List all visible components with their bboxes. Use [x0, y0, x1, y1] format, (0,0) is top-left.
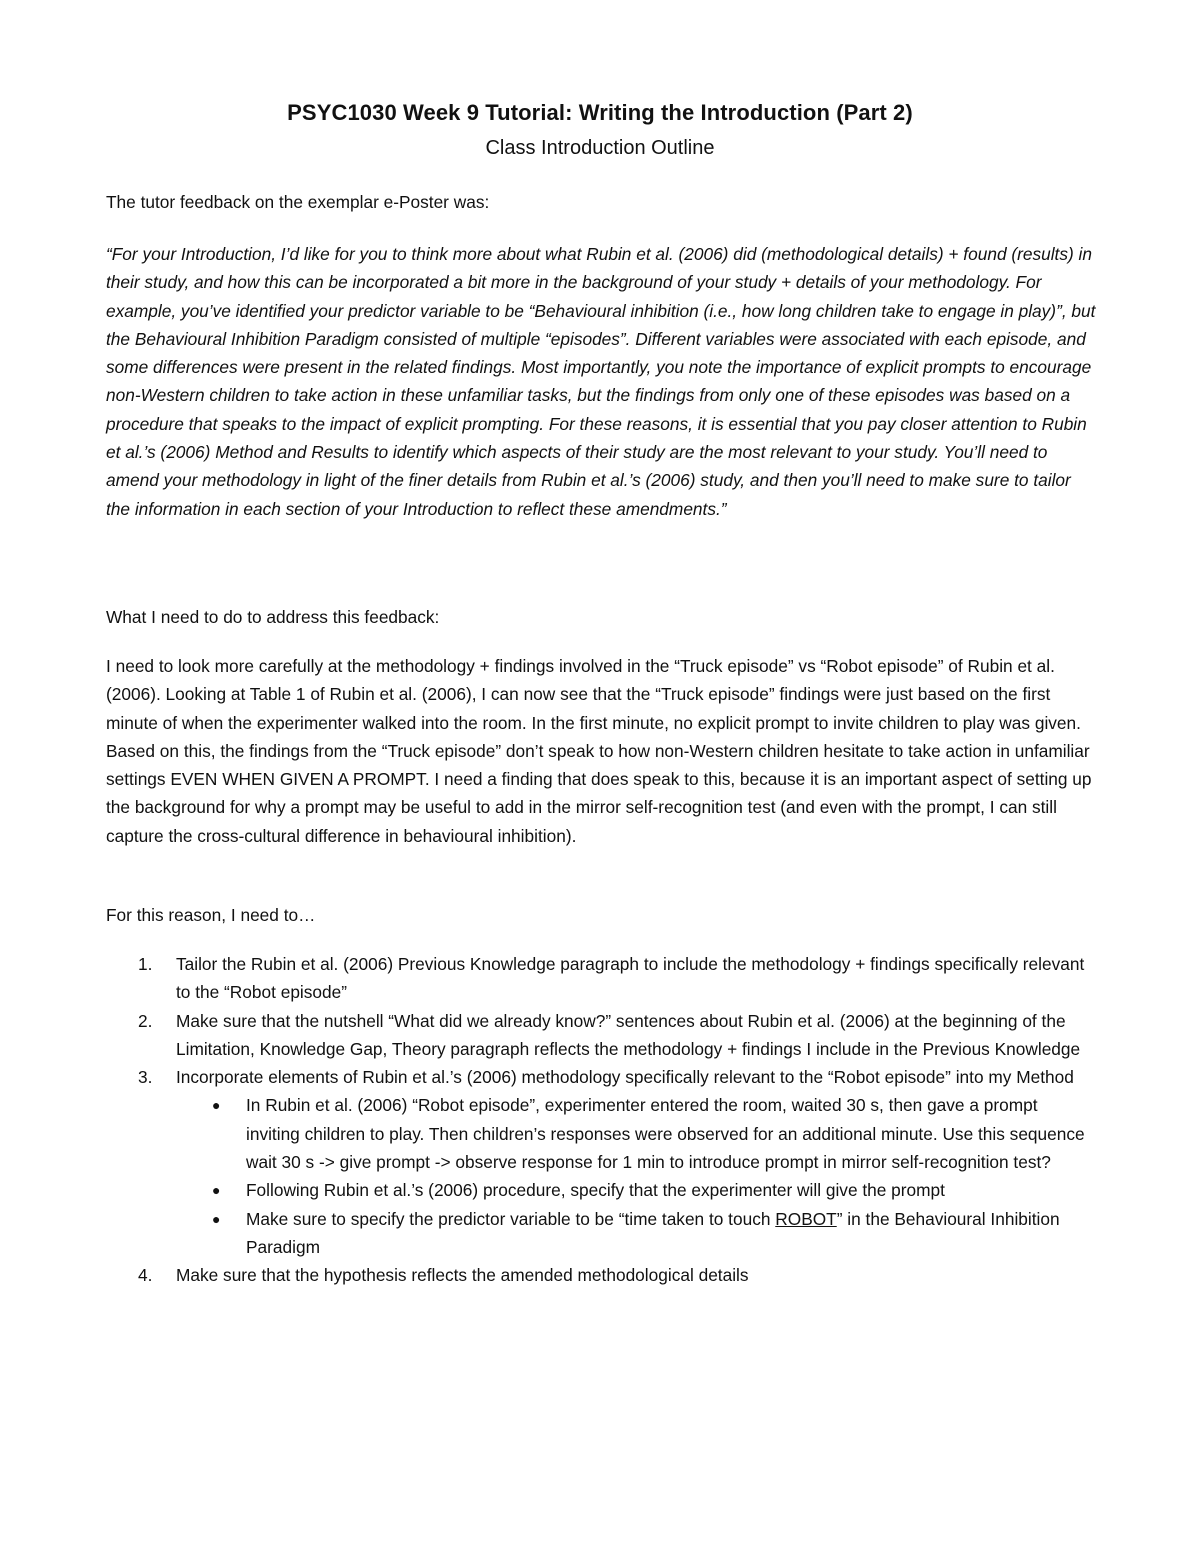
list-item-text: Tailor the Rubin et al. (2006) Previous Knowledge paragraph to include the methodology + findings specifically relevant to the “Robot episode”: [176, 954, 1085, 1003]
document-subtitle: Class Introduction Outline: [485, 137, 715, 159]
sub-bullet-list: [176, 1091, 1096, 1261]
list-item-text: Incorporate elements of Rubin et al.’s (2006) methodology specifically relevant to the “Robot episode” into my Method: [176, 1067, 1074, 1088]
bullet-item: [176, 1205, 1096, 1262]
bullet-item: [176, 1176, 1096, 1204]
list-number: 3.: [138, 1067, 153, 1088]
list-item: [106, 1261, 1096, 1289]
list-number: 2.: [138, 1010, 153, 1031]
underlined-word: ROBOT: [775, 1208, 837, 1229]
for-this-reason-line: For this reason, I need to…: [106, 905, 316, 925]
bullet-text-post: ” in the Behavioural Inhibition Paradigm: [246, 1208, 1060, 1257]
bullet-text: Following Rubin et al.’s (2006) procedure, specify that the experimenter will give the prompt: [246, 1180, 945, 1201]
list-number: 1.: [138, 954, 153, 974]
bullet-icon: ●: [212, 1097, 221, 1114]
bullet-icon: ●: [212, 1182, 221, 1199]
list-item: [106, 1063, 1096, 1261]
analysis-paragraph: I need to look more carefully at the methodology + findings involved in the “Truck episode” vs “Robot episode” of Rubin et al. (2006). Looking at Table 1 of Rubin et al. (2006), I can now see that the “Truck episode” findings were just based on the first minute of when the experimenter walked into the room. In the first minute, no explicit prompt to invite children to play was given. Based on this, the findings from the “Truck episode” don’t speak to how non-Western children hesitate to take action in unfamiliar settings EVEN WHEN GIVEN A PROMPT. I need a finding that does speak to this, because it is an important aspect of setting up the background for why a prompt may be useful to add in the mirror self-recognition test (and even with the prompt, I can still capture the cross-cultural difference in behavioural inhibition).: [106, 656, 1092, 846]
what-i-need-heading: What I need to do to address this feedback:: [106, 607, 440, 627]
list-number: 4.: [138, 1265, 153, 1286]
list-item: [106, 1007, 1096, 1064]
bullet-text: In Rubin et al. (2006) “Robot episode”, experimenter entered the room, waited 30 s, then gave a prompt inviting children to play. Then children’s responses were observed for an additional minute. Use this sequence wait 30 s -> give prompt -> observe response for 1 min to introduce prompt in mirror self-recognition test?: [246, 1095, 1085, 1173]
list-item-text: Make sure that the nutshell “What did we already know?” sentences about Rubin et al. (2006) at the beginning of the Limitation, Knowledge Gap, Theory paragraph reflects the methodology + findings I include in the Previous Knowledge: [176, 1010, 1081, 1059]
list-item-text: Make sure that the hypothesis reflects the amended methodological details: [176, 1265, 749, 1286]
intro-line: The tutor feedback on the exemplar e-Poster was:: [106, 192, 490, 212]
feedback-quote: “For your Introduction, I’d like for you to think more about what Rubin et al. (2006) did (methodological details) + found (results) in their study, and how this can be incorporated a bit more in the background of your study + details of your methodology. For example, you’ve identified your predictor variable to be “Behavioural inhibition (i.e., how long children take to engage in play)”, but the Behavioural Inhibition Paradigm consisted of multiple “episodes”. Different variables were associated with each episode, and some differences were present in the related findings. Most importantly, you note the importance of explicit prompts to encourage non-Western children to take action in these unfamiliar tasks, but the findings from only one of these episodes was based on a procedure that speaks to the impact of explicit prompting. For these reasons, it is essential that you pay closer attention to Rubin et al.’s (2006) Method and Results to identify which aspects of their study are the most relevant to your study. You’ll need to amend your methodology in light of the finer details from Rubin et al.’s (2006) study, and then you’ll need to make sure to tailor the information in each section of your Introduction to reflect these amendments.”: [106, 244, 1096, 519]
list-item: [106, 950, 1096, 1007]
bullet-text-pre: Make sure to specify the predictor variable to be “time taken to touch: [246, 1208, 776, 1229]
document-title: PSYC1030 Week 9 Tutorial: Writing the Introduction (Part 2): [287, 100, 913, 125]
bullet-item: [176, 1091, 1096, 1176]
bullet-icon: ●: [212, 1210, 221, 1227]
action-steps-list: [106, 950, 1096, 1290]
